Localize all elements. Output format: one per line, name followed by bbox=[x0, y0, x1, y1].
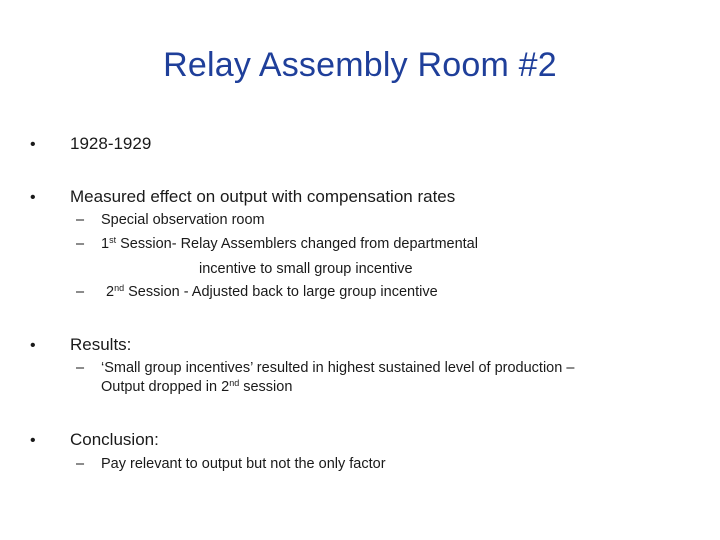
bullet-icon: • bbox=[30, 189, 36, 206]
sub-bullet-text: Pay relevant to output but not the only factor bbox=[101, 456, 386, 472]
bullet-text: 1928-1929 bbox=[70, 134, 152, 153]
dash-icon: – bbox=[76, 456, 85, 472]
sub-bullet-first-session-continued: incentive to small group incentive bbox=[199, 261, 413, 277]
sub-bullet-second-session bbox=[76, 284, 438, 301]
sub-bullet-text: Session - Adjusted back to large group incentive bbox=[124, 284, 438, 300]
bullet-text: Results: bbox=[70, 335, 132, 354]
bullet-icon: • bbox=[30, 337, 36, 354]
ordinal-suffix: nd bbox=[229, 378, 240, 388]
ordinal-suffix: nd bbox=[114, 283, 125, 293]
session-number: 2 bbox=[106, 284, 115, 300]
session-number: 1 bbox=[101, 236, 110, 252]
dash-icon: – bbox=[76, 212, 85, 228]
dash-icon: – bbox=[76, 236, 85, 252]
bullet-dates bbox=[30, 134, 151, 154]
sub-bullet-observation-room bbox=[76, 212, 265, 229]
ordinal-suffix: st bbox=[109, 235, 117, 245]
sub-bullet-text: Special observation room bbox=[101, 212, 265, 228]
bullet-conclusion bbox=[30, 430, 159, 450]
sub-bullet-first-session bbox=[76, 236, 478, 253]
bullet-text: Measured effect on output with compensation rates bbox=[70, 187, 456, 206]
continuation-text-end: session bbox=[239, 379, 293, 395]
sub-bullet-text: ‘Small group incentives’ resulted in highest sustained level of production – bbox=[101, 360, 575, 376]
sub-bullet-text: Session- Relay Assemblers changed from departmental bbox=[116, 236, 478, 252]
bullet-measured-effect bbox=[30, 187, 455, 207]
sub-bullet-pay-relevant bbox=[76, 456, 386, 473]
bullet-text: Conclusion: bbox=[70, 430, 159, 449]
bullet-icon: • bbox=[30, 432, 36, 449]
bullet-results bbox=[30, 335, 131, 355]
bullet-icon: • bbox=[30, 136, 36, 153]
dash-icon: – bbox=[76, 284, 85, 300]
sub-bullet-small-group-result-continued bbox=[101, 379, 292, 396]
dash-icon: – bbox=[76, 360, 85, 376]
continuation-text: Output dropped in 2 bbox=[101, 379, 230, 395]
sub-bullet-small-group-result bbox=[76, 360, 574, 377]
slide-title: Relay Assembly Room #2 bbox=[163, 46, 557, 84]
